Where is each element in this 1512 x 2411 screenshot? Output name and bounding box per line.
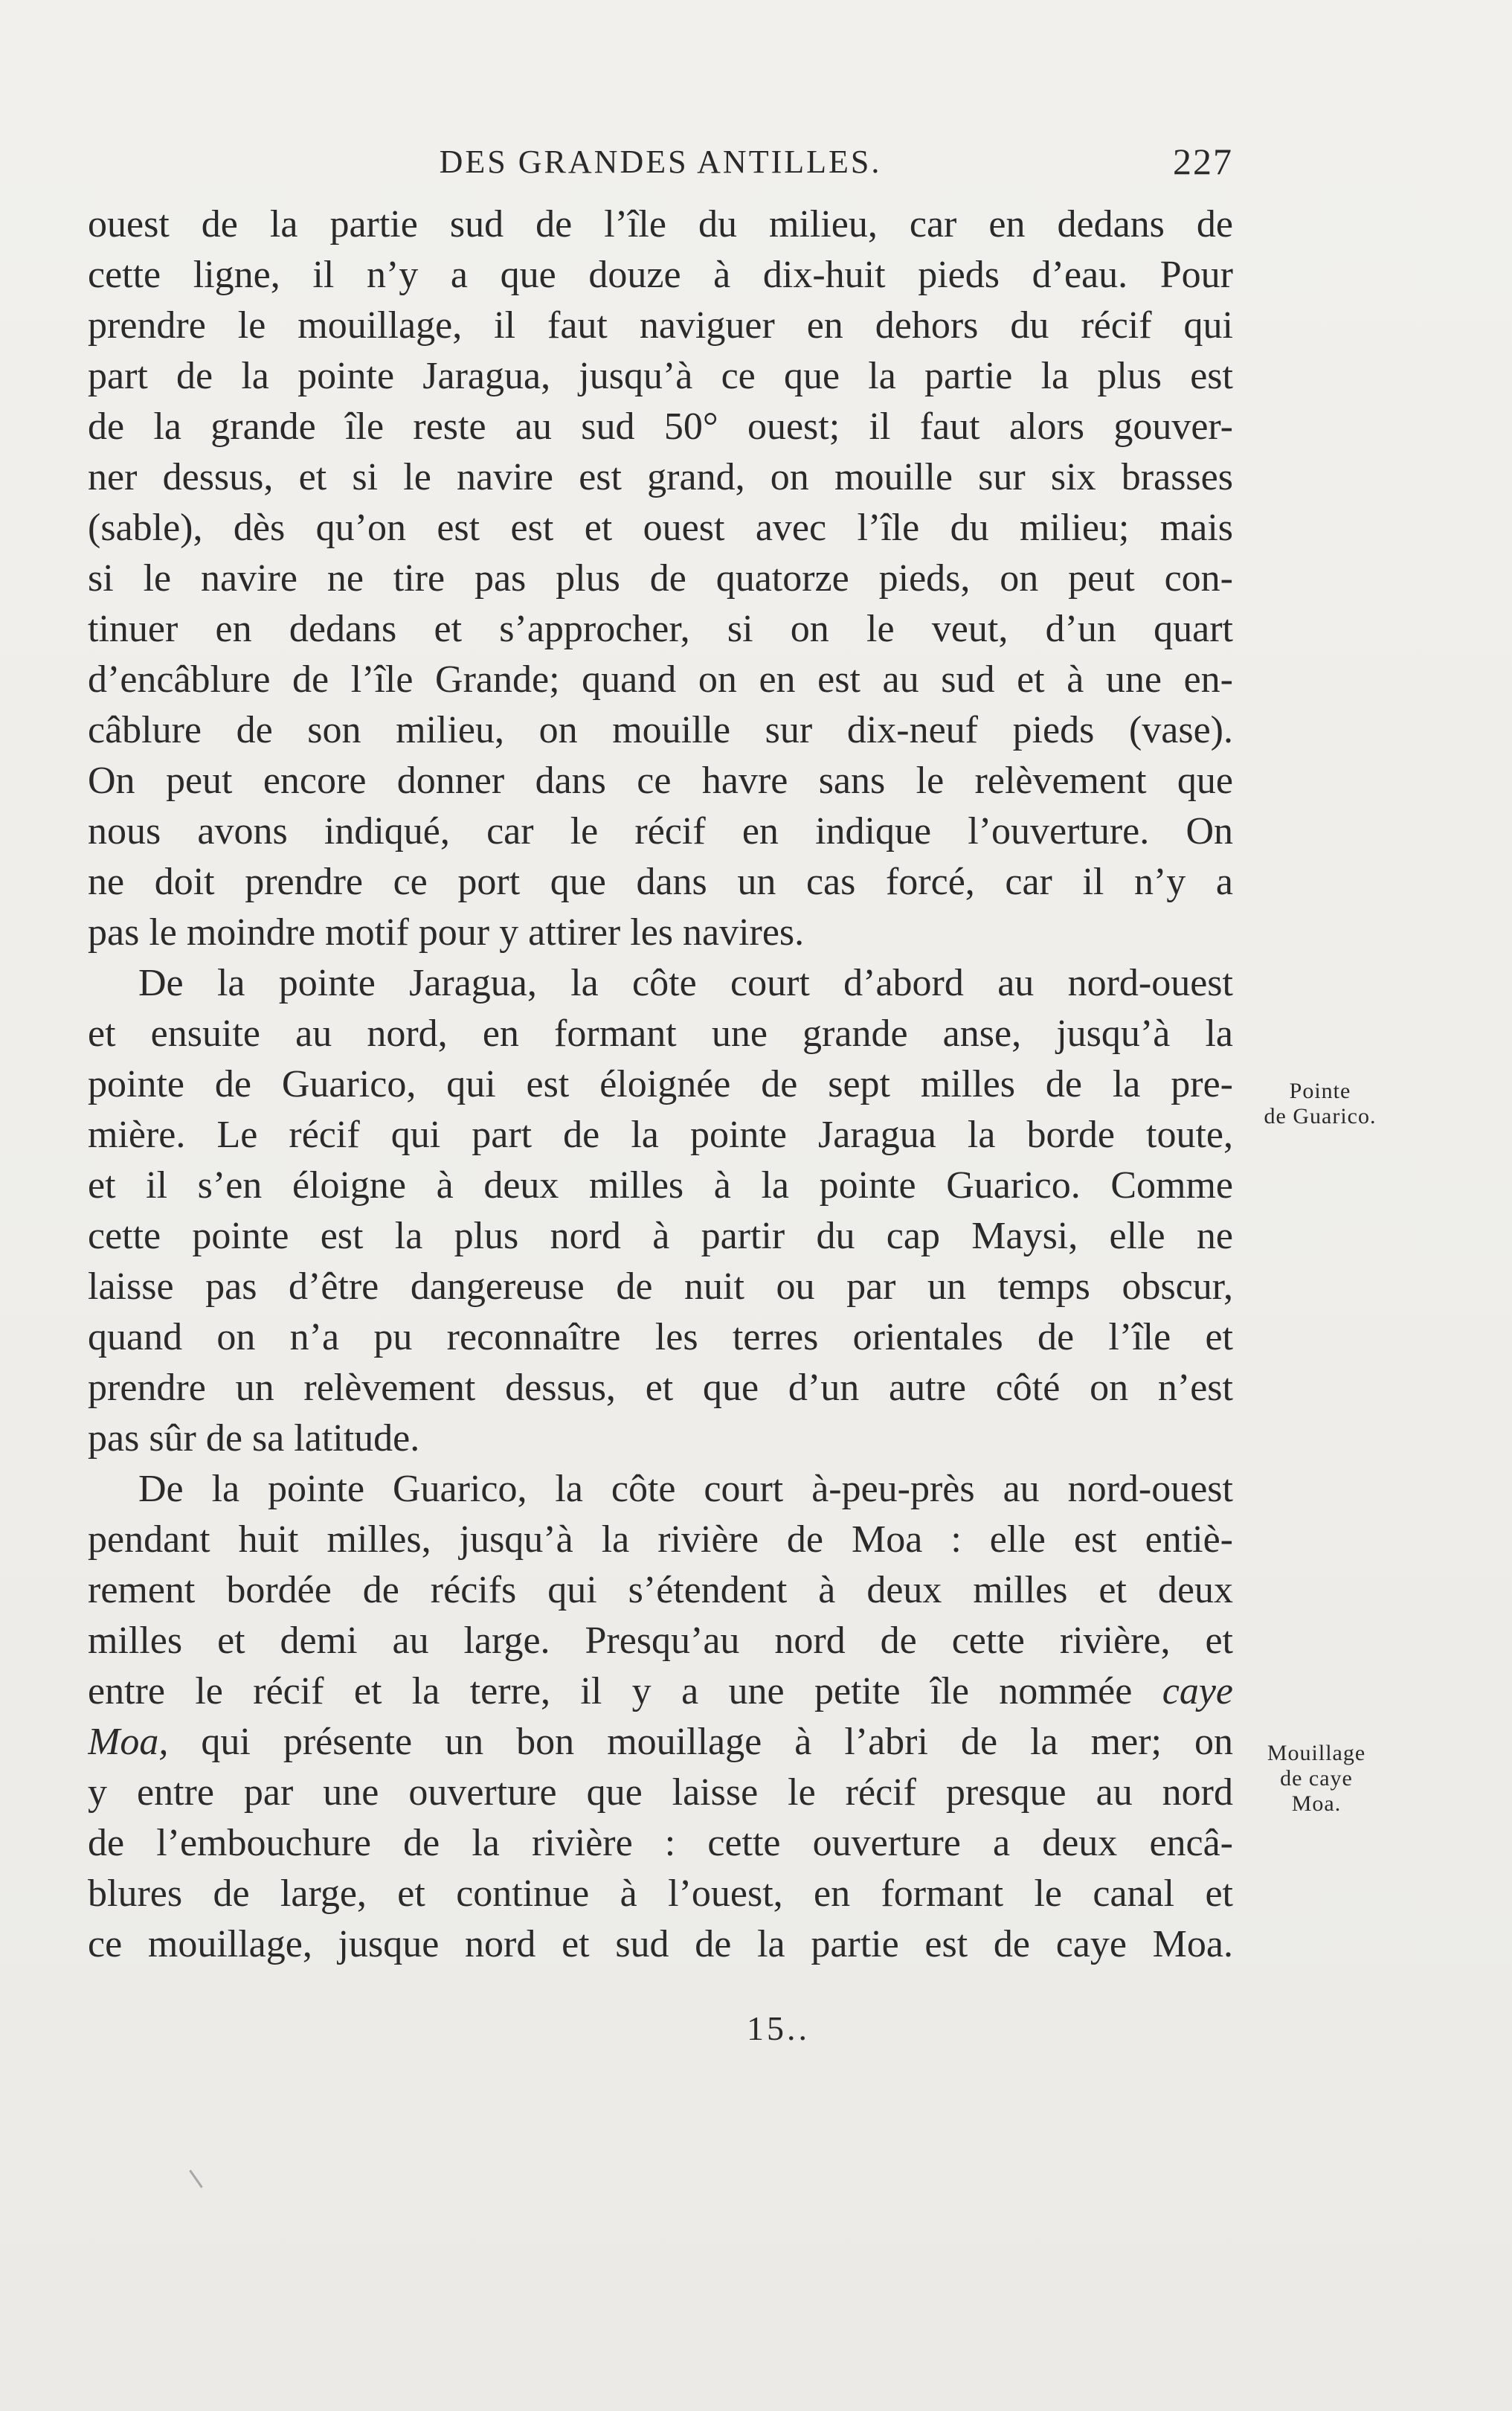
text-line: On peut encore donner dans ce havre sans le relèvement que xyxy=(88,760,1233,802)
text-line: blures de large, et continue à l’ouest, en formant le canal et xyxy=(88,1872,1233,1915)
text-line: y entre par une ouverture que laisse le récif presque au nord xyxy=(88,1771,1233,1814)
text-line: de l’embouchure de la rivière : cette ouverture a deux encâ- xyxy=(88,1822,1233,1864)
text-line: De la pointe Jaragua, la côte court d’abord au nord-ouest xyxy=(138,962,1233,1004)
text-line: et il s’en éloigne à deux milles à la pointe Guarico. Comme xyxy=(88,1164,1233,1207)
text-line: pointe de Guarico, qui est éloignée de sept milles de la pre- xyxy=(88,1063,1233,1105)
text-line: part de la pointe Jaragua, jusqu’à ce que la partie la plus est xyxy=(88,355,1233,397)
paragraph-3 xyxy=(88,1464,1233,1970)
italic-place-name: caye xyxy=(1162,1670,1233,1712)
margin-note-pointe-de-guarico xyxy=(1249,1079,1391,1129)
margin-note-line: Pointe xyxy=(1289,1079,1351,1103)
text-segment: qui présente un bon mouillage à l’abri de la mer; on xyxy=(201,1721,1233,1763)
text-line: câblure de son milieu, on mouille sur dix-neuf pieds (vase). xyxy=(88,709,1233,751)
text-line: nous avons indiqué, car le récif en indique l’ouverture. On xyxy=(88,810,1233,853)
signature-mark xyxy=(0,2009,1512,2048)
text-line: laisse pas d’être dangereuse de nuit ou par un temps obscur, xyxy=(88,1265,1233,1308)
text-line: mière. Le récif qui part de la pointe Jaragua la borde toute, xyxy=(88,1114,1233,1156)
text-line-with-italic xyxy=(88,1717,1233,1768)
text-line: rement bordée de récifs qui s’étendent à deux milles et deux xyxy=(88,1569,1233,1611)
text-line-with-italic xyxy=(88,1666,1233,1717)
text-line: pas sûr de sa latitude. xyxy=(88,1417,420,1460)
margin-note-line: Moa. xyxy=(1291,1791,1342,1816)
body-text xyxy=(88,199,1233,1970)
text-line: ner dessus, et si le navire est grand, on mouille sur six brasses xyxy=(88,456,1233,498)
text-line: pas le moindre motif pour y attirer les navires. xyxy=(88,911,805,954)
text-line: De la pointe Guarico, la côte court à-peu-près au nord-ouest xyxy=(138,1468,1233,1510)
text-segment: entre le récif et la terre, il y a une petite île nommée xyxy=(88,1670,1133,1712)
text-line: tinuer en dedans et s’approcher, si on le veut, d’un quart xyxy=(88,608,1233,650)
paragraph-1 xyxy=(88,199,1233,958)
text-line: prendre le mouillage, il faut naviguer en dehors du récif qui xyxy=(88,304,1233,347)
margin-note-line: Mouillage xyxy=(1267,1741,1366,1765)
text-line: milles et demi au large. Presqu’au nord de cette rivière, et xyxy=(88,1619,1233,1662)
text-line: prendre un relèvement dessus, et que d’un autre côté on n’est xyxy=(88,1367,1233,1409)
paper-speck xyxy=(189,2170,203,2189)
text-line: cette ligne, il n’y a que douze à dix-huit pieds d’eau. Pour xyxy=(88,254,1233,296)
paragraph-2 xyxy=(88,958,1233,1464)
text-line: ouest de la partie sud de l’île du milieu, car en dedans de xyxy=(88,203,1233,245)
signature-text: 15.. xyxy=(747,2009,810,2047)
margin-note-line: de caye xyxy=(1280,1766,1353,1791)
page-number: 227 xyxy=(1173,141,1233,182)
text-line: et ensuite au nord, en formant une grande anse, jusqu’à la xyxy=(88,1012,1233,1055)
text-line: (sable), dès qu’on est est et ouest avec l’île du milieu; mais xyxy=(88,507,1233,549)
margin-note-mouillage-de-caye-moa xyxy=(1246,1741,1387,1817)
text-line: ne doit prendre ce port que dans un cas forcé, car il n’y a xyxy=(88,861,1233,903)
margin-note-line: de Guarico. xyxy=(1264,1104,1377,1129)
text-line: quand on n’a pu reconnaître les terres orientales de l’île et xyxy=(88,1316,1233,1358)
running-head xyxy=(88,143,1233,187)
text-line: cette pointe est la plus nord à partir du cap Maysi, elle ne xyxy=(88,1215,1233,1257)
running-title: DES GRANDES ANTILLES. xyxy=(439,144,882,180)
text-line: de la grande île reste au sud 50° ouest; il faut alors gouver- xyxy=(88,405,1233,448)
text-line: ce mouillage, jusque nord et sud de la partie est de caye Moa. xyxy=(88,1923,1233,1965)
text-line: pendant huit milles, jusqu’à la rivière de Moa : elle est entiè- xyxy=(88,1518,1233,1561)
italic-place-name: Moa, xyxy=(88,1721,169,1763)
text-line: si le navire ne tire pas plus de quatorze pieds, on peut con- xyxy=(88,557,1233,600)
text-line: d’encâblure de l’île Grande; quand on en est au sud et à une en- xyxy=(88,658,1233,701)
